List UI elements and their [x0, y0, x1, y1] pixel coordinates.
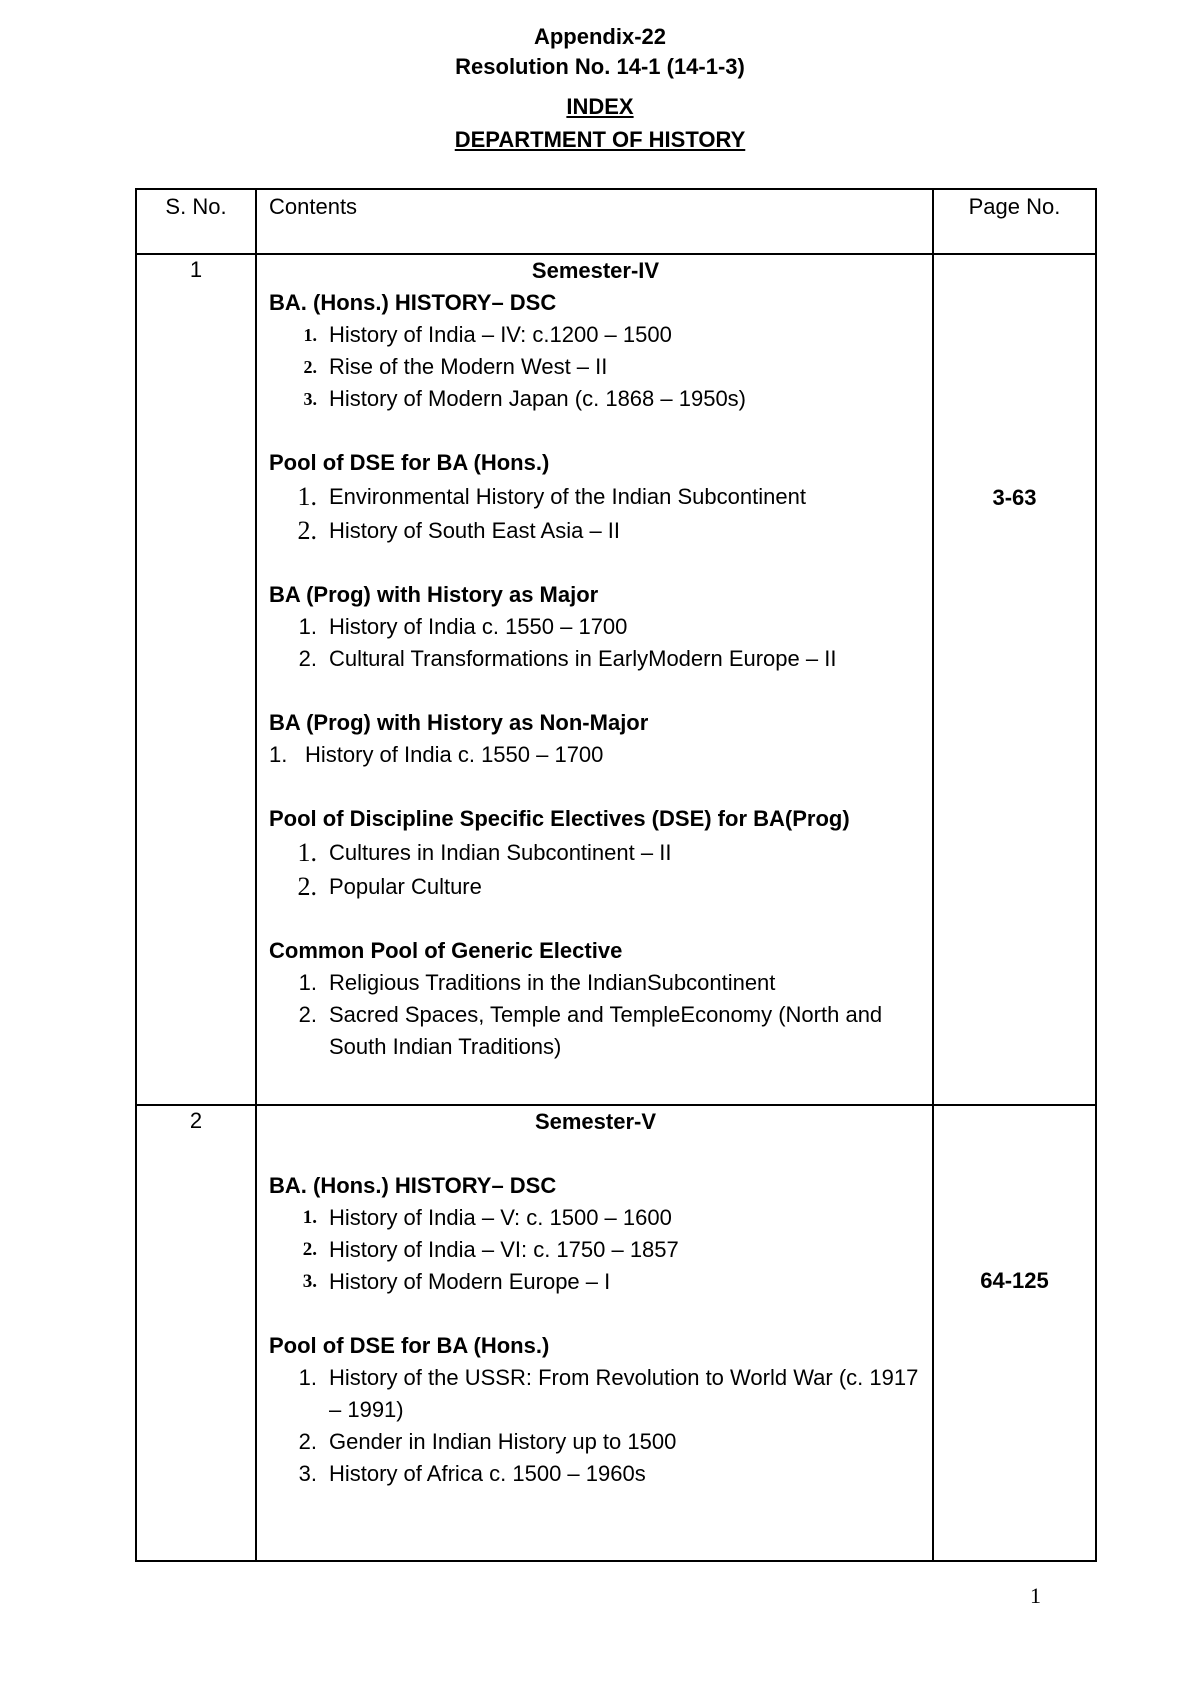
list-item: 3. History of Africa c. 1500 – 1960s: [298, 1461, 646, 1486]
list-item: 3. History of Modern Japan (c. 1868 – 1950s): [303, 386, 747, 411]
list-item: 2. Gender in Indian History up to 1500: [298, 1429, 677, 1454]
list-item: 1. Cultures in Indian Subcontinent – II: [297, 838, 672, 867]
section-title: Pool of DSE for BA (Hons.): [269, 1333, 550, 1358]
section-title: Pool of Discipline Specific Electives (DSE) for BA(Prog): [269, 806, 850, 831]
department-title: DEPARTMENT OF HISTORY: [454, 127, 746, 152]
header-page-no: Page No.: [933, 189, 1096, 254]
list-item: 2. Sacred Spaces, Temple and TempleEconomy (North and South Indian Traditions): [298, 1002, 883, 1059]
page-number: 1: [1030, 1583, 1041, 1608]
row-contents: [256, 254, 933, 1105]
list-item: 2. Rise of the Modern West – II: [303, 354, 608, 379]
table-row: [136, 254, 1096, 1105]
list-item: 2. Cultural Transformations in EarlyModern Europe – II: [298, 646, 837, 671]
list-item: 1. Religious Traditions in the IndianSubcontinent: [298, 970, 776, 995]
semester-title: Semester-IV: [531, 258, 660, 283]
list-item: 1. History of India c. 1550 – 1700: [298, 614, 628, 639]
list-item: 1. History of India – V: c. 1500 – 1600: [302, 1205, 672, 1230]
list-item: 1. History of India – IV: c.1200 – 1500: [303, 322, 672, 347]
appendix-title: Appendix-22: [533, 24, 667, 49]
semester-title: Semester-V: [534, 1109, 657, 1134]
list-item: 2. History of India – VI: c. 1750 – 1857: [302, 1237, 679, 1262]
table-row: [136, 1105, 1096, 1561]
section-title: Common Pool of Generic Elective: [269, 938, 623, 963]
header-contents: Contents: [256, 189, 933, 254]
section-title: BA (Prog) with History as Major: [269, 582, 599, 607]
index-title: INDEX: [566, 94, 634, 119]
table-header-row: [136, 189, 1096, 254]
row-sno: 2: [136, 1105, 256, 1561]
section-title: BA. (Hons.) HISTORY– DSC: [269, 1173, 557, 1198]
section-title: BA. (Hons.) HISTORY– DSC: [269, 290, 557, 315]
row-page-range: 64-125: [933, 1105, 1096, 1561]
section-title: Pool of DSE for BA (Hons.): [269, 450, 550, 475]
section-title: BA (Prog) with History as Non-Major: [269, 710, 649, 735]
header-sno: S. No.: [136, 189, 256, 254]
list-item: 3. History of Modern Europe – I: [302, 1269, 611, 1294]
row-contents: [256, 1105, 933, 1561]
row-page-range: 3-63: [933, 254, 1096, 1105]
index-table: [135, 188, 1097, 1562]
row-sno: 1: [136, 254, 256, 1105]
list-item: 2. Popular Culture: [297, 872, 482, 901]
list-item: 1. History of the USSR: From Revolution to World War (c. 1917 – 1991): [298, 1365, 919, 1422]
list-item: 1. History of India c. 1550 – 1700: [269, 742, 604, 767]
list-item: 2. History of South East Asia – II: [297, 516, 621, 545]
list-item: 1. Environmental History of the Indian Subcontinent: [297, 482, 806, 511]
resolution-number: Resolution No. 14-1 (14-1-3): [455, 54, 745, 79]
